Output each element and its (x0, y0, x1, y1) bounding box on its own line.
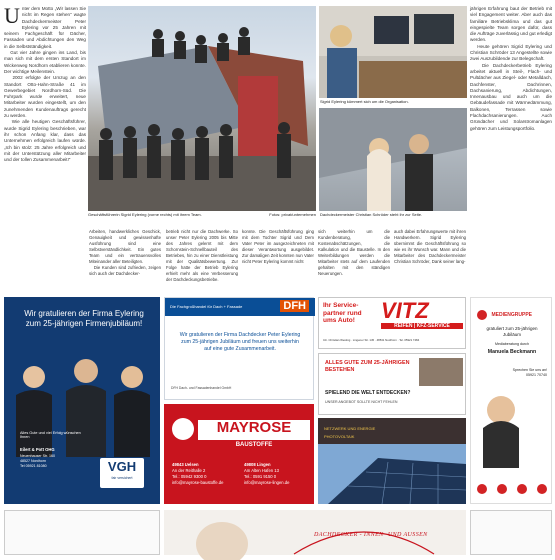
solar-line2: PHOTOVOLTAIK (324, 434, 355, 439)
article-col-3: betrieb nicht nur die Dachwerke. So unser Peter Eylering 2005 bis Mitte des Jahres gelernt mit dem Schornstein-Schnellbauteil des Betriebes, hin zu einer Dienstleistung mit der Qualitätsbewertung. Zur Folge hatte der Betrieb Eylering erhielt mehr als eine Verbesserung der Dachdeckungsbetriebe. (166, 229, 240, 282)
vgh-logo-sub: fair versichert (111, 476, 133, 480)
mayrose-loc1-name: 49843 Uelsen (172, 462, 199, 467)
vgh-people-illustration (4, 347, 160, 457)
medien-text: gratuliert zum 25-jährigen Jubiläum (486, 326, 538, 337)
master-photo-caption: Dachdeckermeister Christian Schröder steht ihr zur Seite. (320, 212, 423, 217)
dfh-footer: DFH Dach- und Fassadenhandel GmbH (171, 386, 232, 390)
medien-icons-row (477, 484, 547, 498)
anniversary-headline: ALLES GUTE ZUM 25-JÄHRIGEN BESTEHEN (325, 360, 410, 373)
mayrose-loc2-mail: info@mayrose-lingen.de (244, 480, 290, 485)
vitz-ad[interactable] (318, 297, 466, 349)
mayrose-loc1-addr: An der Reithalle 2 (172, 468, 206, 473)
medien-footer: Mediaberatung durch (495, 342, 529, 346)
office-photo-caption: Sigrid Eylering kümmert sich um die Organisation. (320, 99, 409, 104)
anniversary-small: UNSER ANGEBOT SOLLTE NICHT FEHLEN (325, 400, 398, 404)
mayrose-loc1-mail: info@mayrose-baustoffe.de (172, 480, 224, 485)
mediengruppe-ad[interactable] (470, 297, 552, 504)
bottom-center-ad[interactable] (164, 510, 466, 555)
article-col-6: auch dabei Erfahrungswerte mit ihren Handwerkern. Sigrid Eylering übernimmt die Geschäftsführung so wie es ihr Wunsch war. Mann und die Mitarbeiter des Dachdeckermeister Christian Schröder, Dank seiner lang- (394, 229, 468, 264)
solar-line1: NETZWERK UND ENERGIE (324, 426, 376, 431)
vgh-agency-address: Neuenhauser Str. 160 48527 Nordhorn Tel 05921 81080 (20, 454, 55, 468)
mayrose-sub: BAUSTOFFE (235, 442, 273, 448)
dfh-logo: DFH (280, 300, 309, 312)
medien-person-illustration (471, 388, 553, 478)
medien-logo (477, 306, 547, 318)
team-photo-credit: Fotos: privat/unternehmen (269, 212, 316, 217)
mayrose-loc2 (244, 462, 310, 486)
mayrose-logo-box (198, 420, 310, 440)
mayrose-emblem (172, 418, 194, 440)
dropcap: U (4, 3, 20, 28)
medien-signature: Manuela Beckmann (487, 349, 537, 355)
mayrose-ad[interactable] (164, 404, 314, 504)
team-photo-illustration (88, 6, 316, 211)
article-col-2: Arbeiten, handwerkliches Geschick, Genauigkeit und gewissenhafte Ausführung sind eine Selbstverständlichkeit. Ein gutes Team und ein vertrauensvolles Miteinander aller Beteiligten. Die Kunden sind zufrieden, zeigen sich auch der Dachdecker- (89, 229, 161, 276)
mayrose-loc1-tel: Tel.: 05942 9300 0 (172, 474, 207, 479)
team-photo (88, 6, 316, 211)
vitz-tagline (323, 302, 362, 325)
anniversary-sub: SPIELEND DIE WELT ENTDECKEN? (325, 390, 411, 396)
event-icon[interactable] (537, 484, 547, 494)
social-icon[interactable] (517, 484, 527, 494)
vgh-headline: Wir gratulieren der Firma Eylering zum 25-jährigen Firmenjubiläum! (24, 309, 144, 328)
vitz-tagline-2: partner rund (323, 309, 362, 317)
online-icon[interactable] (497, 484, 507, 494)
vgh-agency-name: Eilert & Pott OHG (20, 447, 55, 452)
article-col-4: konnte. Die Geschäftsführung ging mit dem Tochter Sigrid und Dem Vater Peter im ausgezeichneten mit dieser Verantwortung ausgebildet. Zur damaligen Zeit konnten nun Vater nicht Peter Eylering kommt nicht (242, 229, 316, 264)
article-col-5: sich weiterhin um die Kundenberatung, die Kostenabschätzungen, die Kalkulation und die Baustelle. In den Weiterbildungen werden die Mitarbeiter stets auf dem Laufenden gehalten mit den ständigen Neuerungen. (318, 229, 392, 276)
solar-panel-illustration (318, 444, 466, 504)
mayrose-loc1 (172, 462, 238, 486)
dfh-header (165, 298, 315, 316)
vitz-tagline-1: Ihr Service- (323, 302, 359, 309)
medien-contact: Sprechen Sie uns an! 05921 70740 (512, 368, 547, 377)
medien-logo-mark (477, 310, 487, 320)
vitz-sub: REIFEN | KFZ-SERVICE (381, 323, 463, 329)
dfh-message: Wir gratulieren der Firma Dachdecker Peter Eylering zum 25-jährigen Jubiläum und freuen uns weiterhin auf eine gute Zusammenarbeit. (179, 332, 301, 352)
master-photo (319, 108, 467, 211)
bottom-left-ad[interactable] (4, 510, 160, 555)
master-photo-illustration (319, 108, 467, 211)
mayrose-loc2-addr: Am Alten Hafen 13 (244, 468, 279, 473)
vitz-contact: Inh. Christian Westing · Lingener Str. 145 · 48531 Nordhorn · Tel. 05921 7484 (323, 338, 420, 342)
mayrose-brand: MAYROSE (216, 419, 292, 436)
article-col-1-text: nter dem Motto „Wir lassen Sie nicht im Regen stehen“ wagte Dachdeckermeister Peter Eylering vor 25 Jahren mit seinem Fachgeschäft für Dächer, Fassaden und Abdichtungen den Weg in die Selbstständigkeit. Gut vier Jahre gingen ins Land, bis man sich mit dem ersten Standort im Wickenweg Nordhorn etablieren konnte. Der wichtige Meilenstein. 2002 erfolgte der Umzug an den Standort Otto-Hahn-Straße 41 im Gewerbegebiet Nordhorn-Süd. Die Fuhrpark wurde erweitert, neue Mitarbeiter wurden eingestellt, um den zunehmenden Kundenauftrags gerecht zu werden. Wie alle heutigen Geschäftsführer, wurde Sigrid Eylering beschrieben, war ihr schon Anfang klar, dass das Unternehmen erfolgreich laufen würde. „Ich bin stolz: 25 Jahre erfolgreich und mit der Unterstützung aller Mitarbeiter und der tollen Zusammenarbeit!“ (4, 6, 86, 163)
vgh-logo-text: VGH (107, 459, 137, 474)
article-col-right: jährigen Erfahrung baut der Betrieb mit viel Engagement weiter. Aber auch das familiäre Betriebsklima und das gut eingespielte Team sorgen dafür, dass die Aufträge zuverlässig und gut erledigt werden. Heute gehören Sigrid Eylering und Christian Schröder 13 Angestellte sowie zwei Auszubildende zur Belegschaft. Die Dachdeckerbetrieb Eylering arbeitet aktuell in Steil-, Flach- und Pultdächer aus Ziegel- oder Metalldach, Dachfenster, Dachrinnen, Dachsanierung, Abdichtungen, Innenausbau und auch um die Gebäudefassade mit Wärmedämmung, Balkonen, Terrassen sowie Flachdachsanierungen. Auch Gründächer und Solarstromanlagen gehören zum Leistungsportfolio. (470, 6, 552, 131)
bottom-banner-text: DACHDECKER - INNEN- UND AUSSEN (314, 532, 428, 538)
article-col-1 (4, 3, 86, 290)
office-photo (319, 6, 467, 98)
print-icon[interactable] (477, 484, 487, 494)
vitz-tagline-3: ums Auto! (323, 317, 355, 324)
dfh-ad[interactable] (164, 297, 314, 400)
vitz-brand: VITZ (381, 298, 429, 323)
mayrose-loc2-name: 49808 Lingen (244, 462, 271, 467)
office-photo-illustration (319, 6, 467, 98)
anniversary-ad[interactable] (318, 353, 466, 415)
dfh-header-text: Die Fachgroßhandel für Dach + Fassade (170, 304, 243, 309)
solar-ad[interactable] (318, 418, 466, 504)
vgh-logo (100, 458, 144, 488)
medien-logo-text: MEDIENGRUPPE (491, 311, 533, 318)
team-photo-caption: Geschäftsführerin Sigrid Eylering (vorne rechts) mit ihrem Team. (88, 212, 202, 217)
anniversary-photo (419, 358, 463, 386)
mayrose-loc2-tel: Tel.: 0591 9150 0 (244, 474, 277, 479)
vgh-ad[interactable] (4, 297, 160, 504)
bottom-right-ad[interactable] (470, 510, 552, 555)
vgh-team-line: Alles Gute und viel Erfolg wünschen Ihnen (20, 431, 81, 439)
